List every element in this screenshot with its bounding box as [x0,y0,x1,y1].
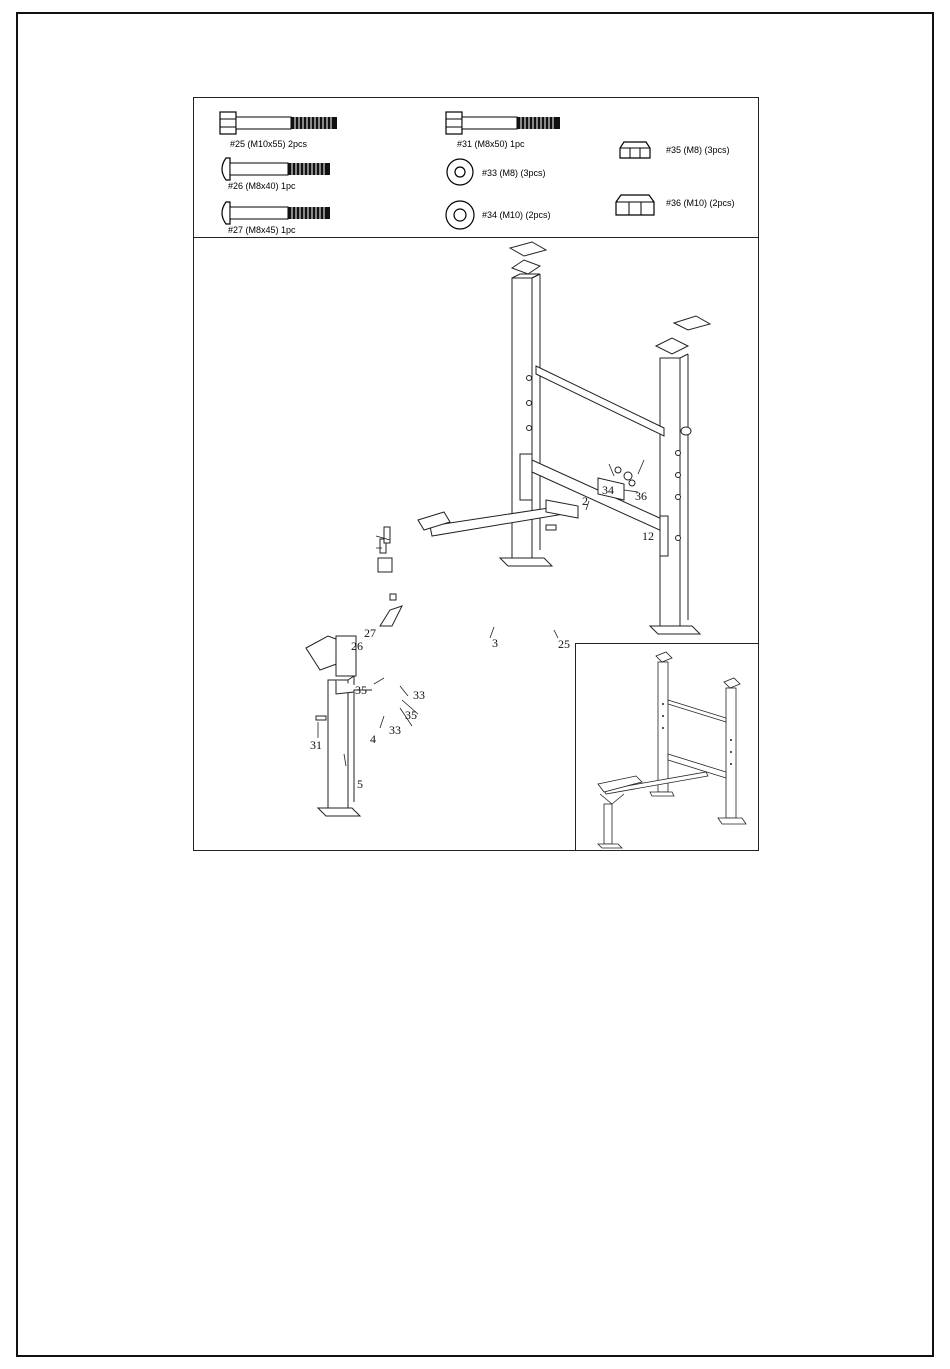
callout-2: 2 [582,494,588,508]
callout-34: 34 [602,483,614,497]
hardware-label-26: #26 (M8x40) 1pc [228,181,296,191]
hardware-label-35: #35 (M8) (3pcs) [666,145,730,155]
carriage-bolt-icon [218,200,333,226]
washer-icon [444,199,476,231]
hex-bolt-icon [444,108,564,138]
carriage-bolt-icon [218,156,333,182]
hardware-label-36: #36 (M10) (2pcs) [666,198,735,208]
callout-5: 5 [357,777,363,791]
callout-35b: 35 [405,708,417,722]
assembled-bench-drawing [576,644,759,851]
callout-12: 12 [642,529,654,543]
washer-icon [445,157,475,187]
hardware-panel [194,98,758,238]
callout-31: 31 [310,738,322,752]
nut-icon [618,139,652,161]
callout-4: 4 [370,732,376,746]
callout-33a: 33 [413,688,425,702]
callout-36: 36 [635,489,647,503]
hardware-label-25: #25 (M10x55) 2pcs [230,139,308,149]
nut-icon [614,192,656,218]
assembled-view-inset [575,643,758,850]
callout-27: 27 [364,626,376,640]
assembly-figure [193,97,759,851]
hardware-label-31: #31 (M8x50) 1pc [457,139,525,149]
callout-33b: 33 [389,723,401,737]
hex-bolt-icon [218,108,343,138]
hardware-label-27: #27 (M8x45) 1pc [228,225,296,235]
callout-25: 25 [558,637,570,651]
callout-26: 26 [351,639,363,653]
callout-35a: 35 [355,683,367,697]
callout-3: 3 [492,636,498,650]
hardware-label-34: #34 (M10) (2pcs) [482,210,551,220]
hardware-label-33: #33 (M8) (3pcs) [482,168,546,178]
